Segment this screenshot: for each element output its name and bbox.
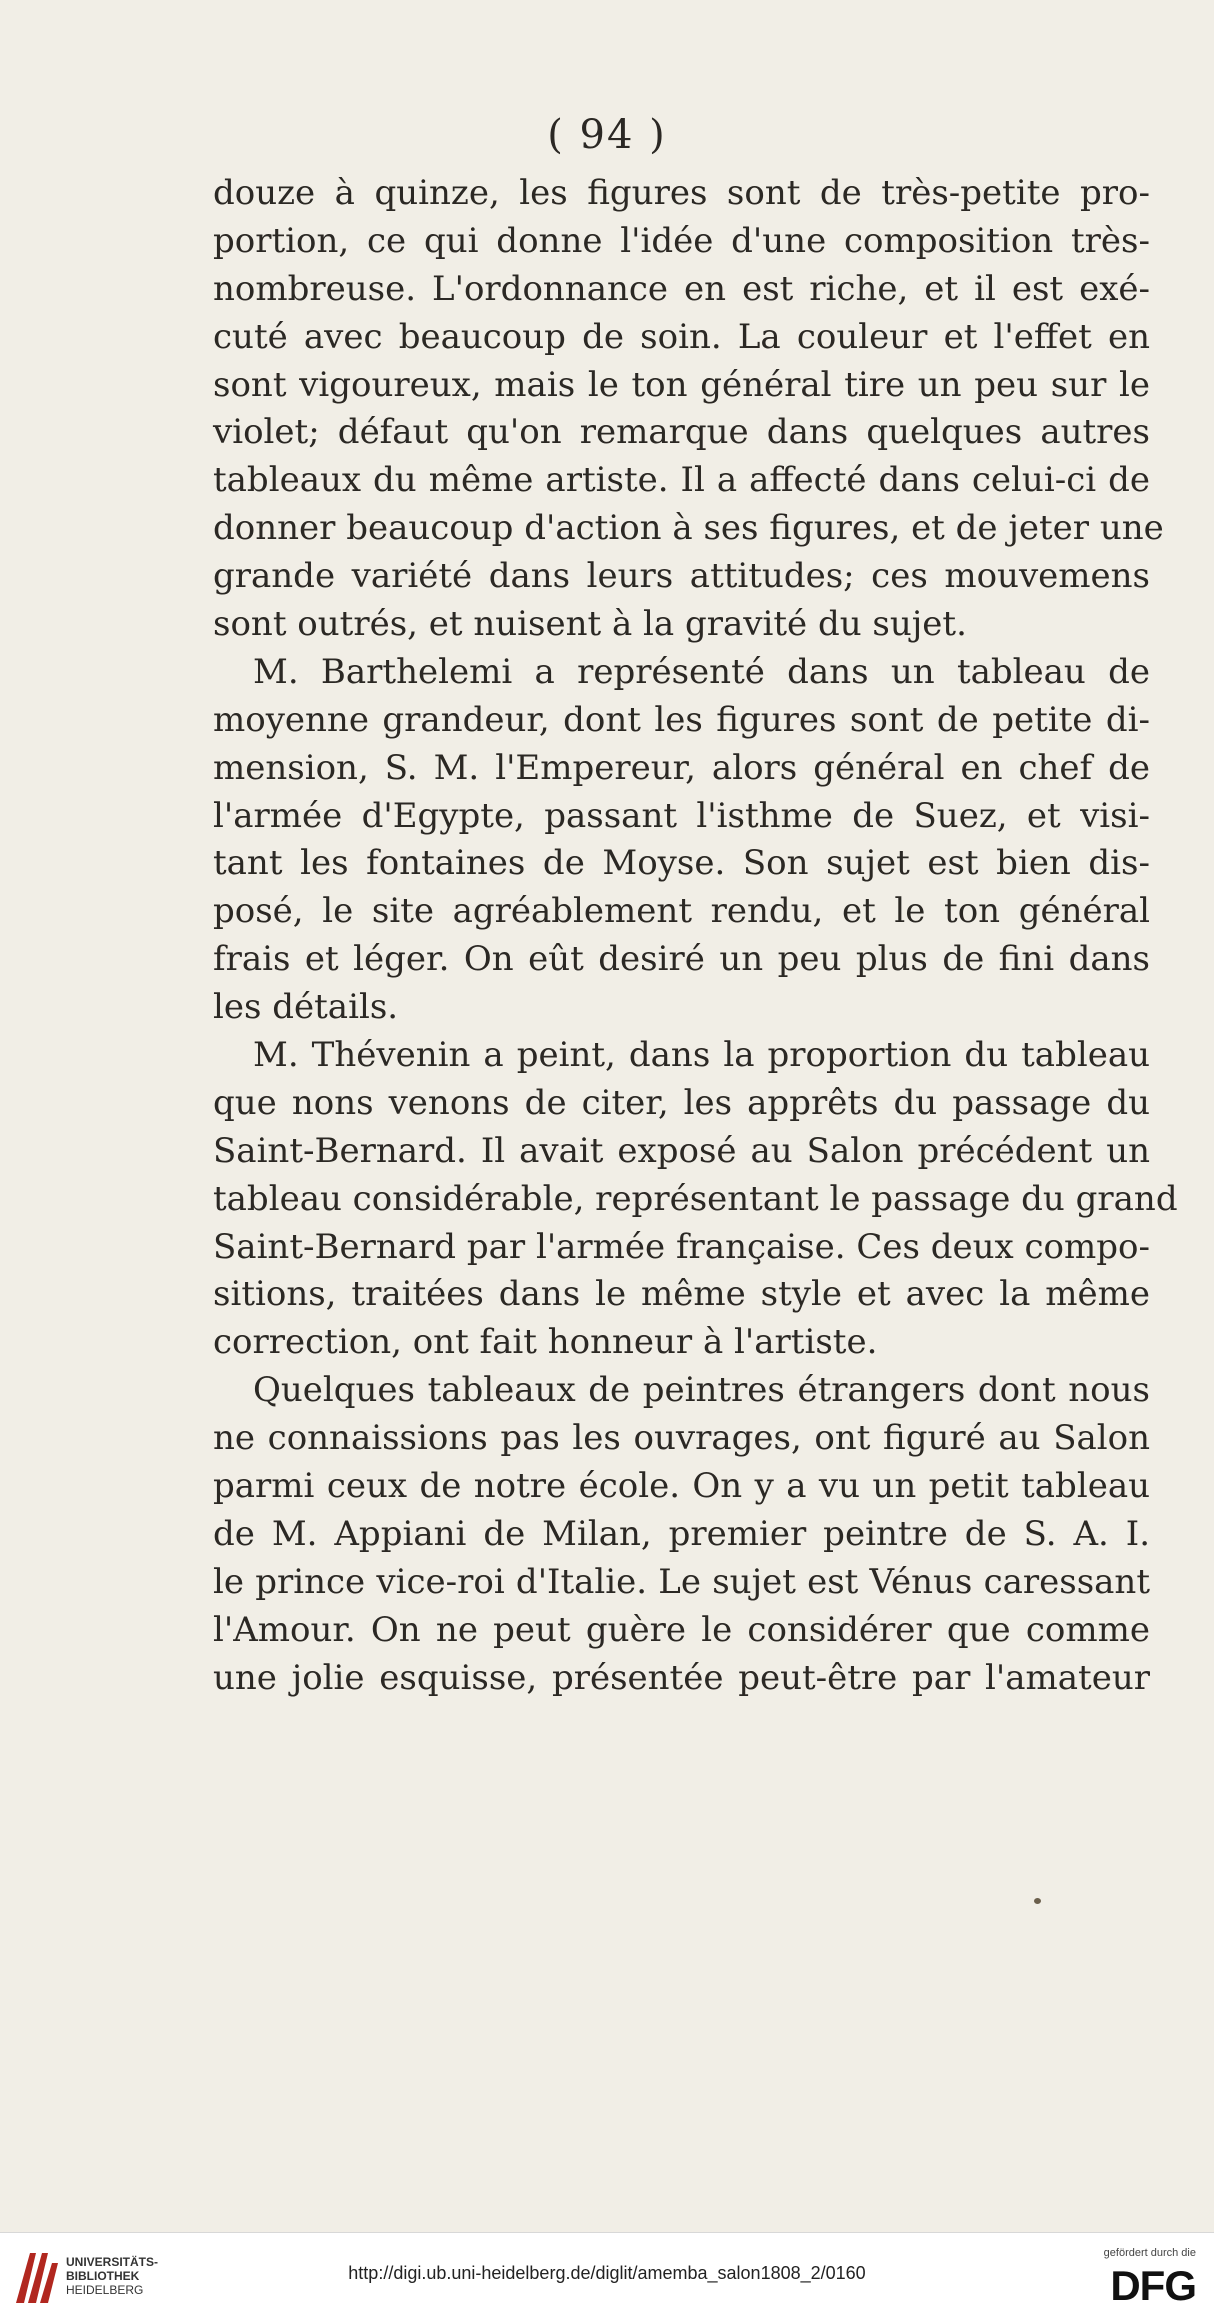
text-line: mension, S. M. l'Empereur, alors général en chef de — [213, 747, 1150, 788]
text-line: portion, ce qui donne l'idée d'une composition très- — [213, 220, 1150, 261]
text-line: l'armée d'Egypte, passant l'isthme de Suez, et visi- — [213, 795, 1150, 836]
text-line: le prince vice-roi d'Italie. Le sujet est Vénus caressant — [213, 1561, 1150, 1602]
ink-spot — [1034, 1898, 1041, 1904]
text-line: l'Amour. On ne peut guère le considérer que comme — [213, 1609, 1150, 1650]
text-line: une jolie esquisse, présentée peut-être par l'amateur — [213, 1657, 1150, 1698]
text-line: de M. Appiani de Milan, premier peintre de S. A. I. — [213, 1513, 1150, 1554]
text-line: nombreuse. L'ordonnance en est riche, et il est exé- — [213, 268, 1150, 309]
text-line: frais et léger. On eût desiré un peu plus de fini dans — [213, 939, 1150, 980]
text-line: Saint-Bernard par l'armée française. Ces deux compo- — [213, 1226, 1150, 1267]
library-name-line: UNIVERSITÄTS- — [66, 2255, 159, 2269]
text-line: que nons venons de citer, les apprêts du passage du — [213, 1082, 1150, 1123]
text-line: parmi ceux de notre école. On y a vu un petit tableau — [213, 1466, 1150, 1507]
text-line: tableaux du même artiste. Il a affecté dans celui-ci de — [213, 460, 1150, 501]
paragraph-start-line: M. Thévenin a peint, dans la proportion du tableau — [253, 1035, 1150, 1076]
text-line: correction, ont fait honneur à l'artiste. — [213, 1322, 878, 1363]
paragraph-start-line: Quelques tableaux de peintres étrangers dont nous — [253, 1370, 1150, 1411]
body-text — [213, 170, 1178, 1703]
library-name-line: HEIDELBERG — [66, 2283, 144, 2297]
library-name-line: BIBLIOTHEK — [66, 2269, 140, 2283]
page-number: ( 94 ) — [547, 112, 667, 158]
text-line: posé, le site agréablement rendu, et le ton général — [213, 891, 1150, 932]
text-line: sont outrés, et nuisent à la gravité du sujet. — [213, 604, 967, 645]
text-line: donner beaucoup d'action à ses figures, et de jeter une — [213, 508, 1164, 549]
text-line: tableau considérable, représentant le passage du grand — [213, 1178, 1178, 1219]
text-line: violet; défaut qu'on remarque dans quelques autres — [213, 412, 1150, 453]
text-line: ne connaissions pas les ouvrages, ont figuré au Salon — [213, 1418, 1150, 1459]
text-line: grande variété dans leurs attitudes; ces mouvemens — [213, 556, 1150, 597]
text-line: sont vigoureux, mais le ton général tire un peu sur le — [213, 364, 1150, 405]
dfg-logo: DFG — [1110, 2262, 1196, 2309]
sponsor-caption: gefördert durch die — [1103, 2247, 1196, 2259]
text-line: les détails. — [213, 987, 399, 1028]
footer-bar — [0, 2232, 1214, 2318]
paragraph-start-line: M. Barthelemi a représenté dans un tableau de — [253, 651, 1150, 692]
text-line: tant les fontaines de Moyse. Son sujet est bien dis- — [213, 843, 1150, 884]
text-line: cuté avec beaucoup de soin. La couleur et l'effet en — [213, 316, 1150, 357]
text-line: moyenne grandeur, dont les figures sont de petite di- — [213, 699, 1150, 740]
text-line: sitions, traitées dans le même style et avec la même — [213, 1274, 1150, 1315]
text-line: Saint-Bernard. Il avait exposé au Salon précédent un — [213, 1130, 1150, 1171]
text-line: douze à quinze, les figures sont de très-petite pro- — [213, 173, 1150, 213]
permalink-url[interactable]: http://digi.ub.uni-heidelberg.de/diglit/amemba_salon1808_2/0160 — [348, 2263, 866, 2283]
